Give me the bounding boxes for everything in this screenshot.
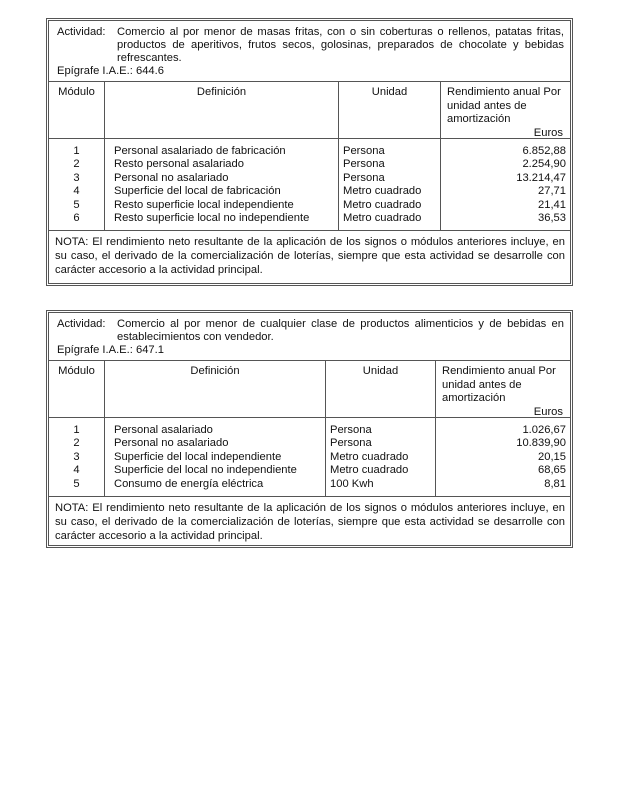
activity-header: [49, 313, 570, 361]
col-modulo: [49, 418, 105, 496]
header-definicion: Definición: [105, 82, 339, 138]
table-cell: 13.214,47: [516, 171, 566, 184]
table-cell: Metro cuadrado: [330, 464, 409, 477]
table-body: [49, 139, 570, 231]
table-cell: Personal no asalariado: [114, 171, 229, 184]
module-table-644-6: [46, 18, 573, 286]
activity-label: Actividad:: [57, 318, 106, 330]
rendimiento-label: Rendimiento anual Por unidad antes de amortización: [442, 365, 556, 404]
col-euros: [441, 139, 570, 230]
table-cell: Persona: [343, 145, 385, 157]
table-cell: Superficie del local no independiente: [114, 464, 297, 477]
table-cell: Personal asalariado de fabricación: [114, 145, 286, 157]
table-cell: 10.839,90: [516, 437, 566, 450]
table-cell: 5: [73, 477, 80, 490]
table-cell: Resto superficie local no independiente: [114, 212, 310, 225]
table-cell: Persona: [330, 424, 372, 436]
table-cell: Metro cuadrado: [343, 212, 422, 225]
euros-label: Euros: [533, 126, 563, 139]
table-cell: 100 Kwh: [330, 477, 374, 490]
table-cell: 2: [73, 437, 80, 450]
table-cell: Metro cuadrado: [343, 185, 422, 198]
activity-text: Comercio al por menor de cualquier clase de productos alimenticios y de bebidas en establecimientos con vendedor.: [117, 318, 564, 343]
header-unidad: Unidad: [339, 82, 441, 138]
col-definicion: [105, 139, 339, 230]
table-cell: 27,71: [538, 185, 566, 198]
header-unidad: Unidad: [326, 361, 436, 417]
table-cell: Personal no asalariado: [114, 437, 229, 450]
epigrafe: Epígrafe I.A.E.: 644.6: [57, 65, 164, 77]
nota: NOTA: El rendimiento neto resultante de la aplicación de los signos o módulos anteriores incluye, en su caso, el derivado de la comercialización de loterías, siempre que esta actividad se desarrolle con carácter accesorio a la actividad principal.: [55, 502, 565, 543]
table-cell: Metro cuadrado: [330, 450, 409, 463]
table-cell: Persona: [343, 171, 385, 184]
header-modulo: Módulo: [49, 82, 105, 138]
table-cell: Resto personal asalariado: [114, 158, 244, 171]
table-cell: 4: [73, 185, 80, 198]
header-modulo: Módulo: [49, 361, 105, 417]
table-cell: 1.026,67: [522, 424, 566, 436]
table-cell: 3: [73, 450, 80, 463]
table-cell: 8,81: [544, 477, 566, 490]
header-rendimiento: [441, 82, 570, 138]
table-cell: 6.852,88: [522, 145, 566, 157]
activity-header: [49, 21, 570, 82]
table-cell: Superficie del local de fabricación: [114, 185, 281, 198]
table-header: [49, 361, 570, 418]
table-cell: 5: [73, 198, 80, 211]
table-cell: 2.254,90: [522, 158, 566, 171]
table-body: [49, 418, 570, 497]
module-table-647-1: [46, 310, 573, 548]
euros-label: Euros: [533, 405, 563, 418]
table-cell: 1: [73, 424, 80, 436]
col-euros: [436, 418, 570, 496]
nota: NOTA: El rendimiento neto resultante de la aplicación de los signos o módulos anteriores incluye, en su caso, el derivado de la comercialización de loterías, siempre que esta actividad se desarrolle con carácter accesorio a la actividad principal.: [55, 236, 565, 277]
header-definicion: Definición: [105, 361, 326, 417]
table-cell: 36,53: [538, 212, 566, 225]
activity-label: Actividad:: [57, 26, 106, 38]
activity-text: Comercio al por menor de masas fritas, con o sin coberturas o rellenos, patatas fritas, productos de aperitivos, frutos secos, golosinas, preparados de chocolate y bebidas refrescantes.: [117, 26, 564, 64]
table-cell: Persona: [343, 158, 385, 171]
col-modulo: [49, 139, 105, 230]
table-cell: 3: [73, 171, 80, 184]
table-cell: Metro cuadrado: [343, 198, 422, 211]
table-cell: 2: [73, 158, 80, 171]
table-cell: 68,65: [538, 464, 566, 477]
table-header: [49, 82, 570, 139]
table-cell: Persona: [330, 437, 372, 450]
rendimiento-label: Rendimiento anual Por unidad antes de amortización: [447, 86, 561, 125]
table-cell: Personal asalariado: [114, 424, 213, 436]
col-unidad: [339, 139, 441, 230]
table-cell: Consumo de energía eléctrica: [114, 477, 264, 490]
col-unidad: [326, 418, 436, 496]
table-cell: 21,41: [538, 198, 566, 211]
table-cell: Resto superficie local independiente: [114, 198, 294, 211]
table-cell: 20,15: [538, 450, 566, 463]
table-cell: Superficie del local independiente: [114, 450, 282, 463]
table-cell: 1: [73, 145, 80, 157]
table-cell: 6: [73, 212, 80, 225]
epigrafe: Epígrafe I.A.E.: 647.1: [57, 344, 164, 356]
header-rendimiento: [436, 361, 570, 417]
table-cell: 4: [73, 464, 80, 477]
col-definicion: [105, 418, 326, 496]
